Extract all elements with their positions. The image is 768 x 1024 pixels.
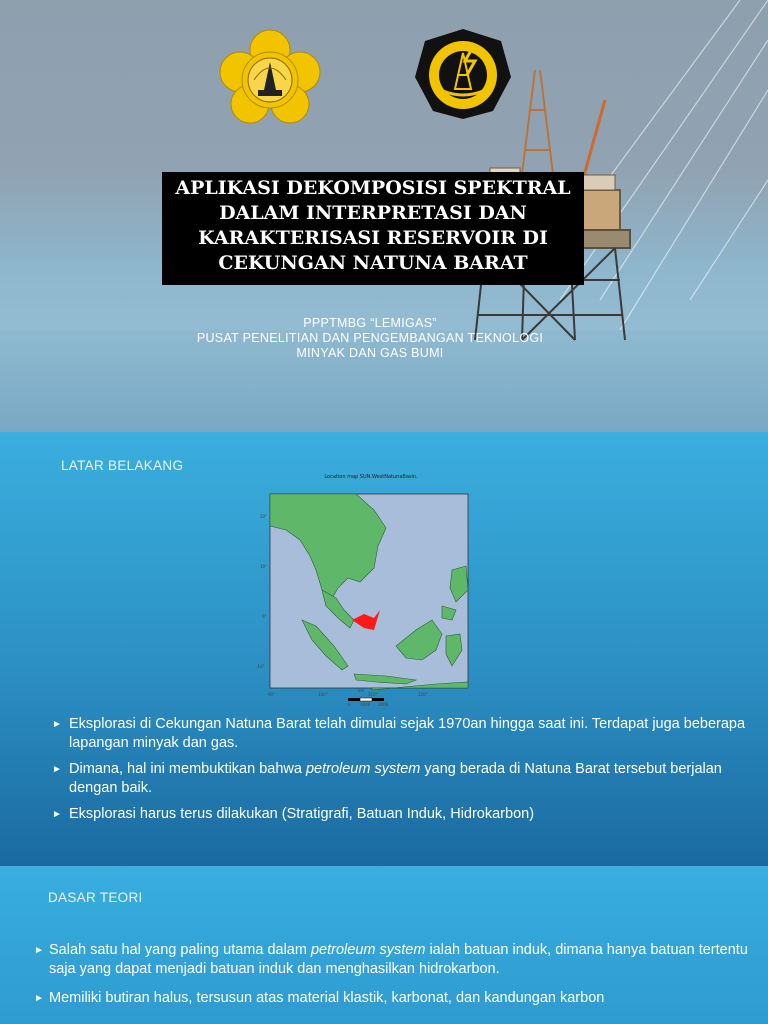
subtitle-line: PPPTMBG “LEMIGAS” xyxy=(303,316,437,330)
y-tick-label: 10° xyxy=(260,564,268,569)
y-tick-label: -10° xyxy=(256,664,265,669)
bullet-text: Eksplorasi harus terus dilakukan (Stratigrafi, Batuan Induk, Hidrokarbon) xyxy=(69,806,535,822)
list-item xyxy=(34,989,750,1008)
scale-value: 1000 xyxy=(360,702,371,707)
map-title: Location map SUN.WestNatunaBasin. xyxy=(324,474,418,480)
bullet-arrow-icon: ► xyxy=(34,945,44,956)
bullet-text: yang berada di Natuna Barat tersebut berjalan dengan baik. xyxy=(69,761,722,796)
scale-value: 0 xyxy=(348,702,351,707)
title-line: KARAKTERISASI RESERVOIR DI xyxy=(198,227,548,249)
list-item xyxy=(34,941,750,979)
scale-bar xyxy=(348,698,384,701)
y-tick-label: 0° xyxy=(262,614,267,619)
bullet-emphasis: petroleum system xyxy=(305,761,421,777)
y-tick-label: 20° xyxy=(260,514,268,519)
x-tick-label: 120° xyxy=(418,692,428,697)
bullet-text: ialah batuan induk, dimana hanya batuan tertentu saja yang dapat menjadi batuan induk dan menghasilkan hidrokarbon. xyxy=(49,942,748,977)
x-tick-label: 100° xyxy=(318,692,328,697)
title-line: CEKUNGAN NATUNA BARAT xyxy=(218,252,528,274)
bullet-arrow-icon: ► xyxy=(52,809,62,820)
bullet-arrow-icon: ► xyxy=(52,719,62,730)
scale-label: km xyxy=(358,688,365,693)
bullet-text: Salah satu hal yang paling utama dalam xyxy=(49,942,311,958)
x-tick-label: 90° xyxy=(268,692,276,697)
section-heading: LATAR BELAKANG xyxy=(61,458,184,473)
esdm-emblem-icon xyxy=(413,27,513,121)
bullet-arrow-icon: ► xyxy=(34,993,44,1004)
presentation-title xyxy=(162,172,584,285)
subtitle-line: PUSAT PENELITIAN DAN PENGEMBANGAN TEKNOLOGI xyxy=(196,331,544,345)
presentation-subtitle xyxy=(170,316,570,361)
x-tick-label: 110° xyxy=(368,692,378,697)
university-emblem-icon xyxy=(218,28,322,124)
list-item xyxy=(52,760,752,798)
section-heading: DASAR TEORI xyxy=(48,890,143,905)
list-item xyxy=(52,805,752,824)
title-line: APLIKASI DEKOMPOSISI SPEKTRAL xyxy=(175,177,571,199)
bullet-arrow-icon: ► xyxy=(52,764,62,775)
location-map xyxy=(256,470,486,718)
theory-slide xyxy=(0,866,768,1024)
list-item xyxy=(52,715,752,753)
title-line: DALAM INTERPRETASI DAN xyxy=(219,202,527,224)
bullet-emphasis: petroleum system xyxy=(310,942,426,958)
scale-value: 2000 xyxy=(378,702,389,707)
bullet-text: Dimana, hal ini membuktikan bahwa xyxy=(69,761,306,777)
subtitle-line: MINYAK DAN GAS BUMI xyxy=(296,346,444,360)
background-bullets xyxy=(52,715,752,831)
bullet-text: Memiliki butiran halus, tersusun atas material klastik, karbonat, dan kandungan karbon xyxy=(49,990,605,1006)
theory-bullets xyxy=(34,941,750,1018)
title-slide xyxy=(0,0,768,432)
background-slide xyxy=(0,432,768,866)
bullet-text: Eksplorasi di Cekungan Natuna Barat telah dimulai sejak 1970an hingga saat ini. Terdapat juga beberapa lapangan minyak dan gas. xyxy=(69,716,746,751)
